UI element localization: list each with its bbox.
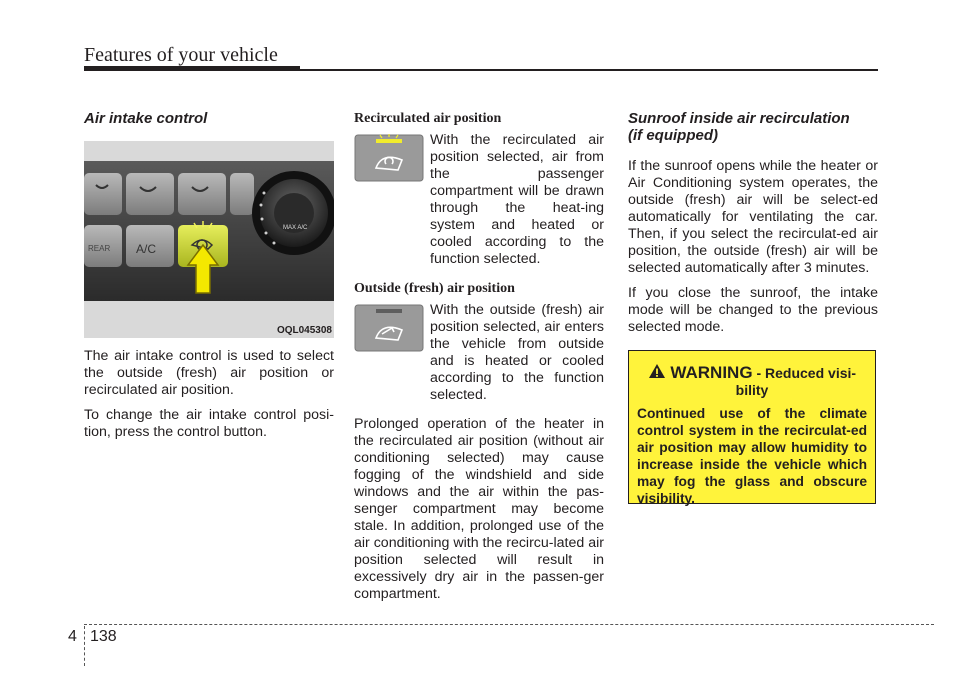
sunroof-heading-line2: (if equipped): [628, 127, 718, 144]
column-air-intake: [84, 110, 334, 449]
outside-air-description: With the outside (fresh) air position selected, air enters the vehicle from outside and is heated or cooled according to the function selected.: [430, 302, 604, 403]
air-intake-description: The air intake control is used to select the outside (fresh) air position or recirculated air position.: [84, 348, 334, 398]
chapter-number: 4: [68, 628, 77, 645]
column-sunroof: [628, 110, 878, 344]
air-intake-instruction: To change the air intake control posi-tion, press the control button.: [84, 407, 334, 440]
outside-air-heading: Outside (fresh) air position: [354, 281, 515, 296]
section-heading-air-intake: Air intake control: [84, 110, 208, 127]
section-heading-sunroof: [628, 110, 878, 144]
header-rule-thin: [300, 69, 878, 71]
photo-reference-code: OQL045308: [276, 325, 332, 336]
button-ac-label: A/C: [136, 242, 157, 256]
footer-separator: [84, 626, 85, 666]
control-panel-illustration: [84, 141, 334, 338]
header-rule-thick: [84, 66, 300, 71]
warning-header: [637, 363, 867, 399]
page-number: 138: [90, 628, 117, 645]
warning-dash: -: [752, 365, 766, 381]
recirculated-air-button-icon: [354, 134, 424, 182]
sunroof-close-note: If you close the sunroof, the intake mode will be changed to the previous selected mode.: [628, 285, 878, 335]
prolonged-operation-note: Prolonged operation of the heater in the recirculated air position (without air conditioning selected) may cause fogging of the windshield and side windows and the air within the pas-senger compartment may become stale. In addition, prolonged use of the air conditioning with the recircu-lated air position selected will result in excessively dry air in the passen-ger compartment.: [354, 416, 604, 602]
sunroof-heading-line1: Sunroof inside air recirculation: [628, 110, 850, 127]
recirculated-description: With the recirculated air position selected, air from the passenger compartment will be drawn through the heat-ing system and heated or cooled according to the function selected.: [430, 132, 604, 267]
sunroof-description: If the sunroof opens while the heater or Air Conditioning system operates, the outside (fresh) air will be select-ed automatically for ventilating the car. Then, if you select the recirculat-ed air position, the outside (fresh) air will be selected automatically after 3 minutes.: [628, 158, 878, 276]
warning-box: [628, 350, 876, 504]
recirculated-heading: Recirculated air position: [354, 111, 502, 126]
footer-rule: [84, 624, 934, 625]
column-air-positions: [354, 110, 604, 611]
recirculated-block: [354, 132, 604, 268]
button-rear-label: REAR: [88, 244, 111, 253]
outside-air-button-icon: [354, 304, 424, 352]
outside-air-block: [354, 302, 604, 404]
knob-max-ac-label: MAX A/C: [283, 225, 308, 231]
page-header-title: Features of your vehicle: [84, 44, 278, 66]
warning-title: WARNING: [670, 363, 753, 382]
control-panel-photo: [84, 141, 334, 338]
warning-triangle-icon: [648, 363, 666, 379]
warning-body: Continued use of the climate control system in the recirculat-ed air position may allow humidity to increase inside the vehicle which may fog the glass and obscure visibility.: [637, 406, 867, 506]
warning-subtitle: Reduced visi-bility: [735, 365, 857, 398]
